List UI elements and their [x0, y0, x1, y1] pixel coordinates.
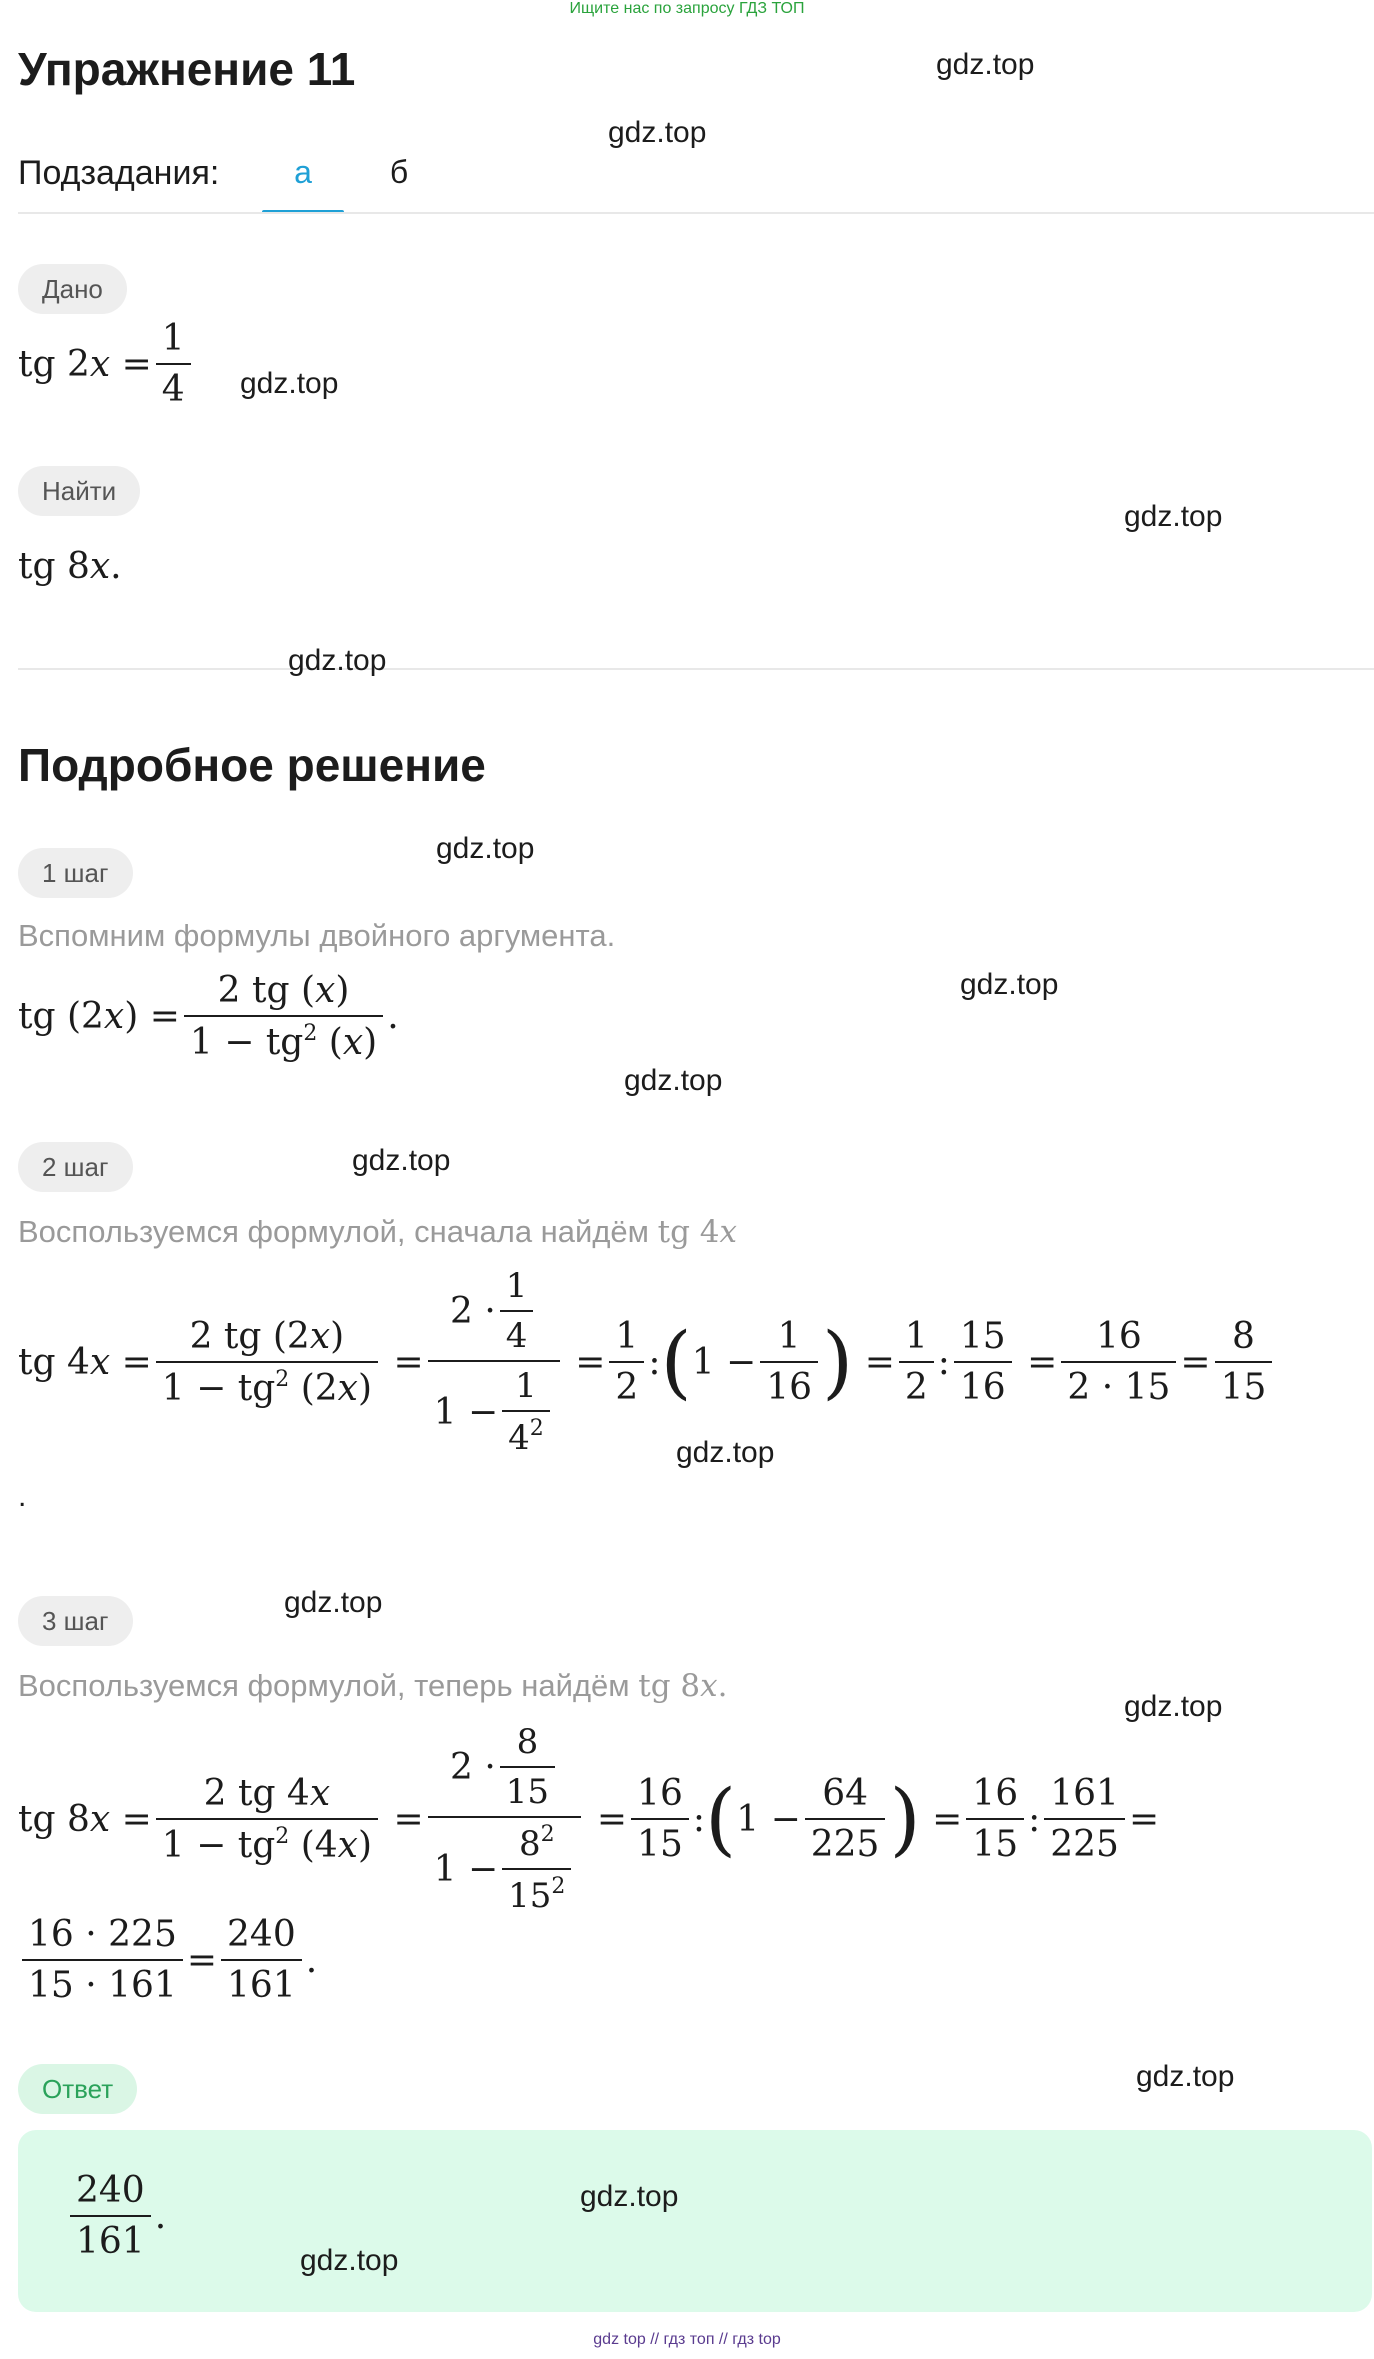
step-3-text: Воспользуемся формулой, теперь найдём tg 8x. — [18, 1668, 728, 1704]
solution-title: Подробное решение — [18, 739, 486, 791]
answer-value: $\frac{240}{161}$ . — [66, 2170, 166, 2262]
watermark: gdz.top — [1136, 2060, 1235, 2093]
watermark: gdz.top — [608, 116, 707, 149]
section-divider — [18, 668, 1374, 670]
given-formula: tg 2x = $\frac{1}{4}$ — [18, 318, 195, 410]
step-1-formula: tg (2x) = $\frac{2 tg (x)}{1 - tg^2 (x)}$ . — [18, 970, 399, 1063]
watermark: gdz.top — [624, 1064, 723, 1097]
watermark: gdz.top — [352, 1144, 451, 1177]
subtasks-label: Подзадания: — [18, 154, 220, 192]
step-2-formula: tg 4x = $\frac{2 tg (2x)}{1 - tg^2 (2x)}$ = 2 · $\frac{1}{4}$ 1 − $\frac{1}{4^2}$ = $\frac{1}{2}$ :(1 − $\frac{1}{16}$ ) = $\frac{1}{2}$ : $\frac{15}{16}$ = $\frac{16}{2 \cdot 15}$ = $\frac{8}{15}$ — [18, 1266, 1276, 1458]
tab-subtask-b[interactable]: б — [389, 154, 409, 190]
step-3-badge: 3 шаг — [18, 1596, 133, 1646]
watermark: gdz.top — [284, 1586, 383, 1619]
step-2-badge: 2 шаг — [18, 1142, 133, 1192]
watermark: gdz.top — [580, 2180, 679, 2213]
watermark: gdz.top — [436, 832, 535, 865]
answer-denominator: 161 — [70, 2215, 151, 2262]
answer-badge: Ответ — [18, 2064, 137, 2114]
watermark: gdz.top — [676, 1436, 775, 1469]
tab-subtask-a[interactable]: а — [294, 154, 312, 190]
find-formula: tg 8x. — [18, 546, 122, 587]
watermark: gdz.top — [1124, 500, 1223, 533]
watermark: gdz.top — [300, 2244, 399, 2277]
tabs-divider — [18, 212, 1374, 214]
watermark: gdz.top — [936, 48, 1035, 81]
find-badge: Найти — [18, 466, 140, 516]
answer-box — [18, 2130, 1372, 2312]
watermark: gdz.top — [960, 968, 1059, 1001]
top-banner: Ищите нас по запросу ГДЗ ТОП — [569, 0, 805, 17]
page-title: Упражнение 11 — [18, 43, 356, 95]
answer-numerator: 240 — [76, 2170, 145, 2211]
footer: gdz top // гдз топ // гдз top — [593, 2331, 781, 2348]
step-2-text: Воспользуемся формулой, сначала найдём tg 4x — [18, 1214, 737, 1250]
watermark: gdz.top — [240, 367, 339, 400]
watermark: gdz.top — [288, 644, 387, 677]
watermark: gdz.top — [1124, 1690, 1223, 1723]
step-1-badge: 1 шаг — [18, 848, 133, 898]
step-1-text: Вспомним формулы двойного аргумента. — [18, 918, 616, 953]
step-3-formula-line-1: tg 8x = $\frac{2 tg 4x}{1 - tg^2 (4x)}$ = 2 · $\frac{8}{15}$ 1 − $\frac{8^2}{15^2}$ = $\frac{16}{15}$ :(1 − $\frac{64}{225}$ ) = $\frac{16}{15}$ : $\frac{161}{225}$ = — [18, 1722, 1160, 1916]
step-3-text-words: Воспользуемся формулой, теперь найдём — [18, 1668, 630, 1703]
step-2-text-words: Воспользуемся формулой, сначала найдём — [18, 1214, 649, 1249]
step-3-formula-line-2: $\frac{16 \cdot 225}{15 \cdot 161}$ = $\frac{240}{161}$ . — [18, 1914, 317, 2006]
given-badge: Дано — [18, 264, 127, 314]
step-2-trailing-dot: . — [18, 1480, 27, 1513]
